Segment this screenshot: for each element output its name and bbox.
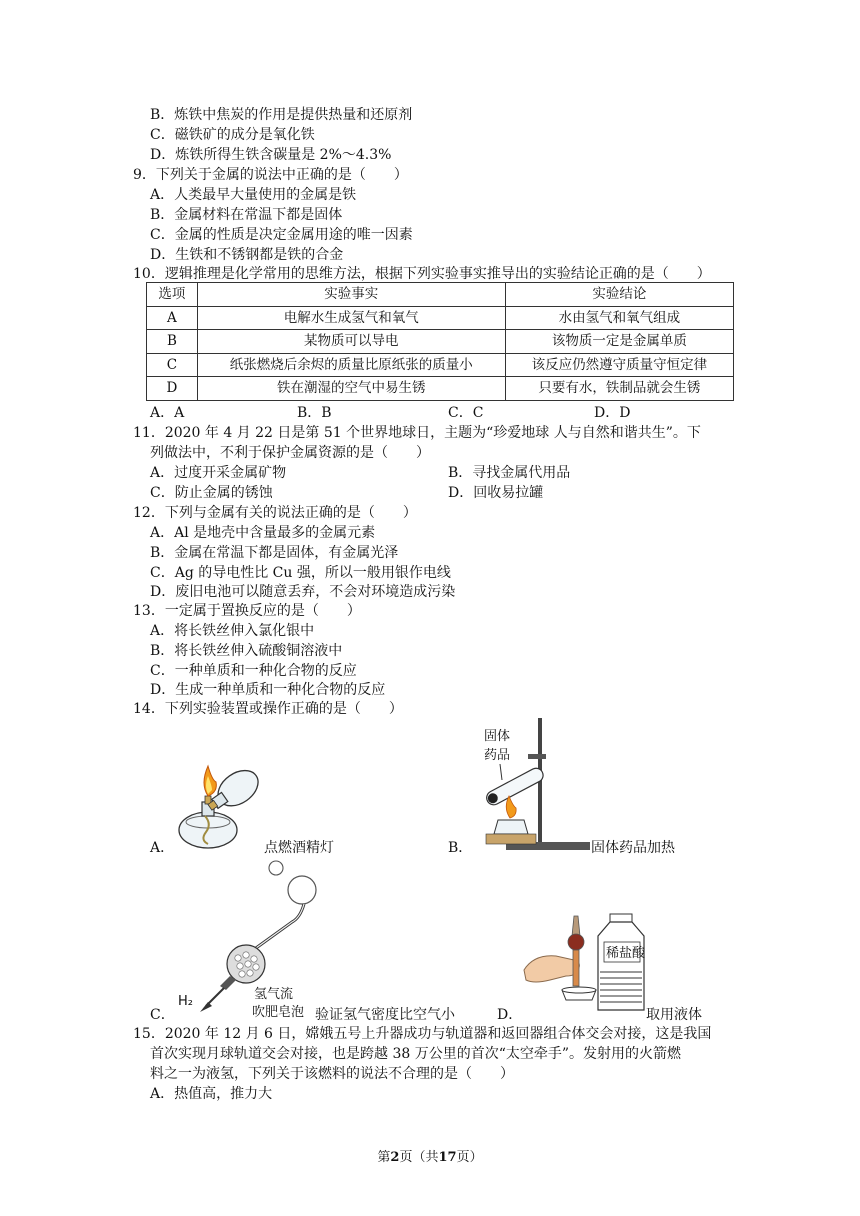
q12-option-d: D．废旧电池可以随意丢弃，不会对环境造成污染 bbox=[150, 584, 456, 600]
q8-option-c: C．磁铁矿的成分是氧化铁 bbox=[150, 127, 315, 143]
footer-total-pages: 17 bbox=[438, 1150, 457, 1165]
q15-stem-line2: 首次实现月球轨道交会对接，也是跨越 38 万公里的首次“太空牵手”。发射用的火箭燃 bbox=[150, 1046, 682, 1062]
table-cell: 水由氢气和氧气组成 bbox=[505, 306, 733, 330]
table-cell: 纸张燃烧后余烬的质量比原纸张的质量小 bbox=[197, 353, 505, 377]
q11-option-b: B．寻找金属代用品 bbox=[448, 465, 571, 481]
table-cell: 该物质一定是金属单质 bbox=[505, 330, 733, 354]
q11-stem-line1: 11．2020 年 4 月 22 日是第 51 个世界地球日，主题为“珍爱地球 人与自然和谐共生”。下 bbox=[133, 425, 701, 441]
table-row bbox=[147, 306, 734, 330]
liquid-dropper-figure bbox=[520, 906, 656, 1020]
q10-option-d: D．D bbox=[594, 405, 631, 421]
q10-table bbox=[146, 282, 734, 401]
figure-b-label-line1: 固体 bbox=[484, 729, 511, 744]
q10-option-b: B．B bbox=[297, 405, 332, 421]
q10-option-a: A．A bbox=[150, 405, 185, 421]
table-cell: 电解水生成氢气和氧气 bbox=[197, 306, 505, 330]
q14-option-d-caption: 取用液体 bbox=[646, 1007, 702, 1023]
q14-option-a-letter: A． bbox=[150, 840, 175, 856]
q11-option-c: C．防止金属的锈蚀 bbox=[150, 485, 273, 501]
q9-option-a: A．人类最早大量使用的金属是铁 bbox=[150, 187, 357, 203]
q15-stem-line3: 料之一为液氢，下列关于该燃料的说法不合理的是（ ） bbox=[150, 1066, 514, 1082]
q13-option-d: D．生成一种单质和一种化合物的反应 bbox=[150, 682, 386, 698]
page-footer bbox=[0, 1146, 860, 1165]
q11-option-d: D．回收易拉罐 bbox=[448, 485, 544, 501]
q9-option-d: D．生铁和不锈钢都是铁的合金 bbox=[150, 247, 344, 263]
hydrogen-bubble-figure bbox=[172, 860, 322, 1026]
figure-c-h2-label: H₂ bbox=[178, 994, 193, 1009]
q13-option-a: A．将长铁丝伸入氯化银中 bbox=[150, 623, 315, 639]
table-cell: D bbox=[147, 377, 198, 401]
table-row bbox=[147, 377, 734, 401]
table-row bbox=[147, 353, 734, 377]
figure-d-bottle-label: 稀盐酸 bbox=[606, 946, 646, 961]
table-cell: C bbox=[147, 353, 198, 377]
q13-option-b: B．将长铁丝伸入硫酸铜溶液中 bbox=[150, 643, 343, 659]
q14-option-a-caption: 点燃酒精灯 bbox=[264, 840, 334, 856]
q10-stem: 10．逻辑推理是化学常用的思维方法，根据下列实验事实推导出的实验结论正确的是（ ） bbox=[133, 266, 711, 282]
table-header-row bbox=[147, 283, 734, 307]
q14-stem: 14．下列实验装置或操作正确的是（ ） bbox=[133, 701, 403, 717]
solid-heating-figure bbox=[478, 714, 594, 856]
q8-option-b: B．炼铁中焦炭的作用是提供热量和还原剂 bbox=[150, 107, 413, 123]
q8-option-d: D．炼铁所得生铁含碳量是 2%～4.3% bbox=[150, 147, 392, 163]
q10-option-c: C．C bbox=[448, 405, 484, 421]
q14-option-b-letter: B． bbox=[448, 840, 473, 856]
footer-page-number: 2 bbox=[390, 1150, 400, 1165]
q14-option-c-letter: C． bbox=[150, 1007, 175, 1023]
q12-option-c: C．Ag 的导电性比 Cu 强，所以一般用银作电线 bbox=[150, 565, 451, 581]
table-header: 实验事实 bbox=[197, 283, 505, 307]
table-header: 选项 bbox=[147, 283, 198, 307]
q11-option-a: A．过度开采金属矿物 bbox=[150, 465, 287, 481]
alcohol-lamp-figure bbox=[172, 752, 268, 852]
q9-option-c: C．金属的性质是决定金属用途的唯一因素 bbox=[150, 227, 413, 243]
footer-suffix: 页） bbox=[456, 1150, 483, 1165]
q14-option-d-letter: D． bbox=[497, 1007, 523, 1023]
table-cell: 该反应仍然遵守质量守恒定律 bbox=[505, 353, 733, 377]
table-cell: A bbox=[147, 306, 198, 330]
table-header: 实验结论 bbox=[505, 283, 733, 307]
q14-option-b-caption: 固体药品加热 bbox=[591, 840, 675, 856]
q9-option-b: B．金属材料在常温下都是固体 bbox=[150, 207, 343, 223]
q15-option-a: A．热值高，推力大 bbox=[150, 1086, 273, 1102]
figure-c-label-line1: 氢气流 bbox=[254, 987, 294, 1002]
q9-stem: 9．下列关于金属的说法中正确的是（ ） bbox=[133, 167, 408, 183]
q11-stem-line2: 列做法中，不利于保护金属资源的是（ ） bbox=[150, 445, 430, 461]
q15-stem-line1: 15．2020 年 12 月 6 日，嫦娥五号上升器成功与轨道器和返回器组合体交会对接，这是我国 bbox=[133, 1026, 712, 1042]
footer-prefix: 第 bbox=[377, 1150, 391, 1165]
table-cell: 铁在潮湿的空气中易生锈 bbox=[197, 377, 505, 401]
q13-option-c: C．一种单质和一种化合物的反应 bbox=[150, 663, 357, 679]
figure-c-label-line2: 吹肥皂泡 bbox=[252, 1005, 305, 1020]
figure-b-label-line2: 药品 bbox=[484, 748, 511, 763]
table-row bbox=[147, 330, 734, 354]
q12-option-a: A．Al 是地壳中含量最多的金属元素 bbox=[150, 525, 376, 541]
table-cell: 某物质可以导电 bbox=[197, 330, 505, 354]
table-cell: B bbox=[147, 330, 198, 354]
table-cell: 只要有水，铁制品就会生锈 bbox=[505, 377, 733, 401]
q13-stem: 13．一定属于置换反应的是（ ） bbox=[133, 603, 361, 619]
q12-stem: 12．下列与金属有关的说法正确的是（ ） bbox=[133, 505, 417, 521]
footer-mid: 页（共 bbox=[399, 1150, 439, 1165]
q14-option-c-caption: 验证氢气密度比空气小 bbox=[315, 1007, 455, 1023]
q12-option-b: B．金属在常温下都是固体，有金属光泽 bbox=[150, 545, 399, 561]
